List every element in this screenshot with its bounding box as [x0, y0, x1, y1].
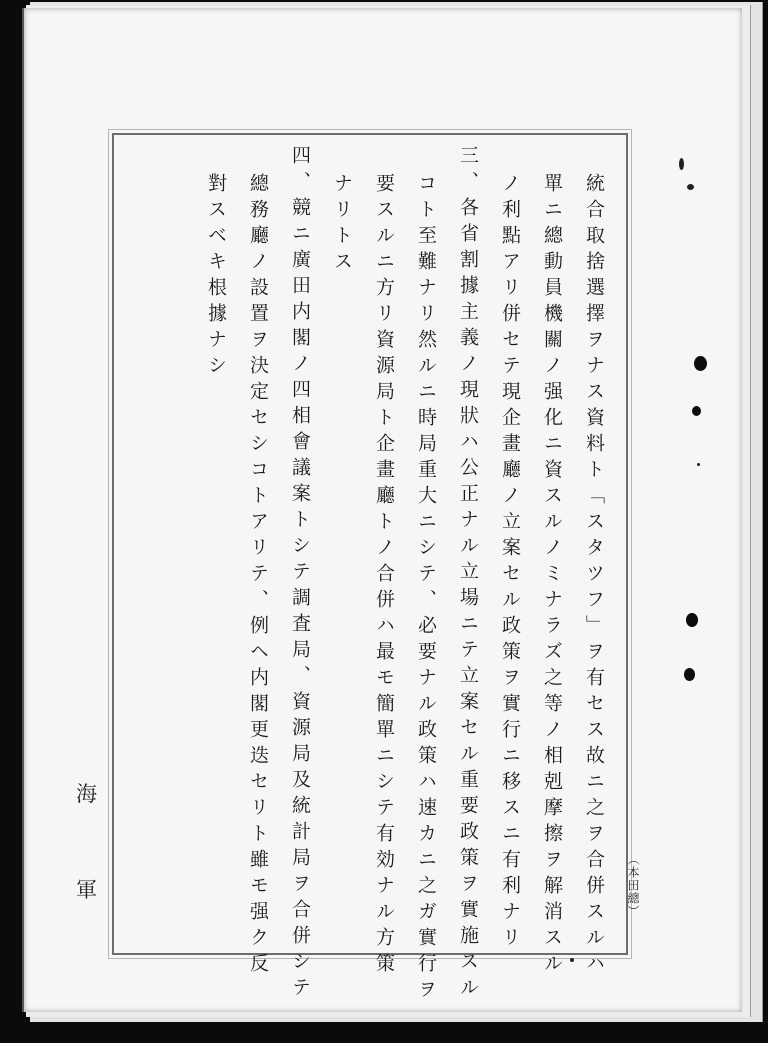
text-column-2: 單ニ總動員機關ノ强化ニ資スルノミナラズ之等ノ相剋摩擦ヲ解消スル: [541, 173, 563, 979]
footer-label-top: 海: [76, 782, 97, 806]
punch-hole-4: [684, 668, 695, 681]
text-frame: [112, 133, 628, 1005]
ink-mark-1: [679, 158, 684, 170]
text-column-6: 要スルニ方リ資源局ト企畫廳トノ合併ハ最モ簡單ニシテ有効ナル方策: [373, 173, 395, 979]
ink-mark-2: [687, 184, 694, 190]
text-column-4: 三、各省割據主義ノ現狀ハ公正ナル立場ニテ立案セル重要政策ヲ實施スル: [457, 145, 479, 1003]
text-column-5: コト至難ナリ然ルニ時局重大ニシテ、必要ナル政策ハ速カニ之ガ實行ヲ: [415, 173, 437, 1005]
text-column-1: 統合取捨選擇ヲナス資料ト「スタツフ」ヲ有セス故ニ之ヲ合併スルハ: [583, 173, 605, 979]
text-column-7: ナリトス: [331, 173, 353, 277]
footer-label-bottom: 軍: [76, 878, 97, 902]
page-number: （本田總）: [626, 853, 640, 918]
text-column-10: 對スベキ根據ナシ: [205, 173, 227, 381]
text-column-9: 總務廳ノ設置ヲ決定セシコトアリテ、例ヘ内閣更迭セリト雖モ强ク反: [247, 173, 269, 979]
document-page: [22, 8, 742, 1012]
punch-hole-2: [692, 406, 701, 416]
ink-mark-4: [570, 958, 574, 962]
punch-hole-1: [694, 356, 707, 371]
text-column-8: 四、競ニ廣田内閣ノ四相會議案トシテ調査局、資源局及統計局ヲ合併シテ: [289, 145, 311, 1003]
punch-hole-3: [686, 613, 698, 627]
text-column-3: ノ利點アリ併セテ現企畫廳ノ立案セル政策ヲ實行ニ移スニ有利ナリ: [499, 173, 521, 953]
ink-mark-3: [697, 463, 700, 466]
